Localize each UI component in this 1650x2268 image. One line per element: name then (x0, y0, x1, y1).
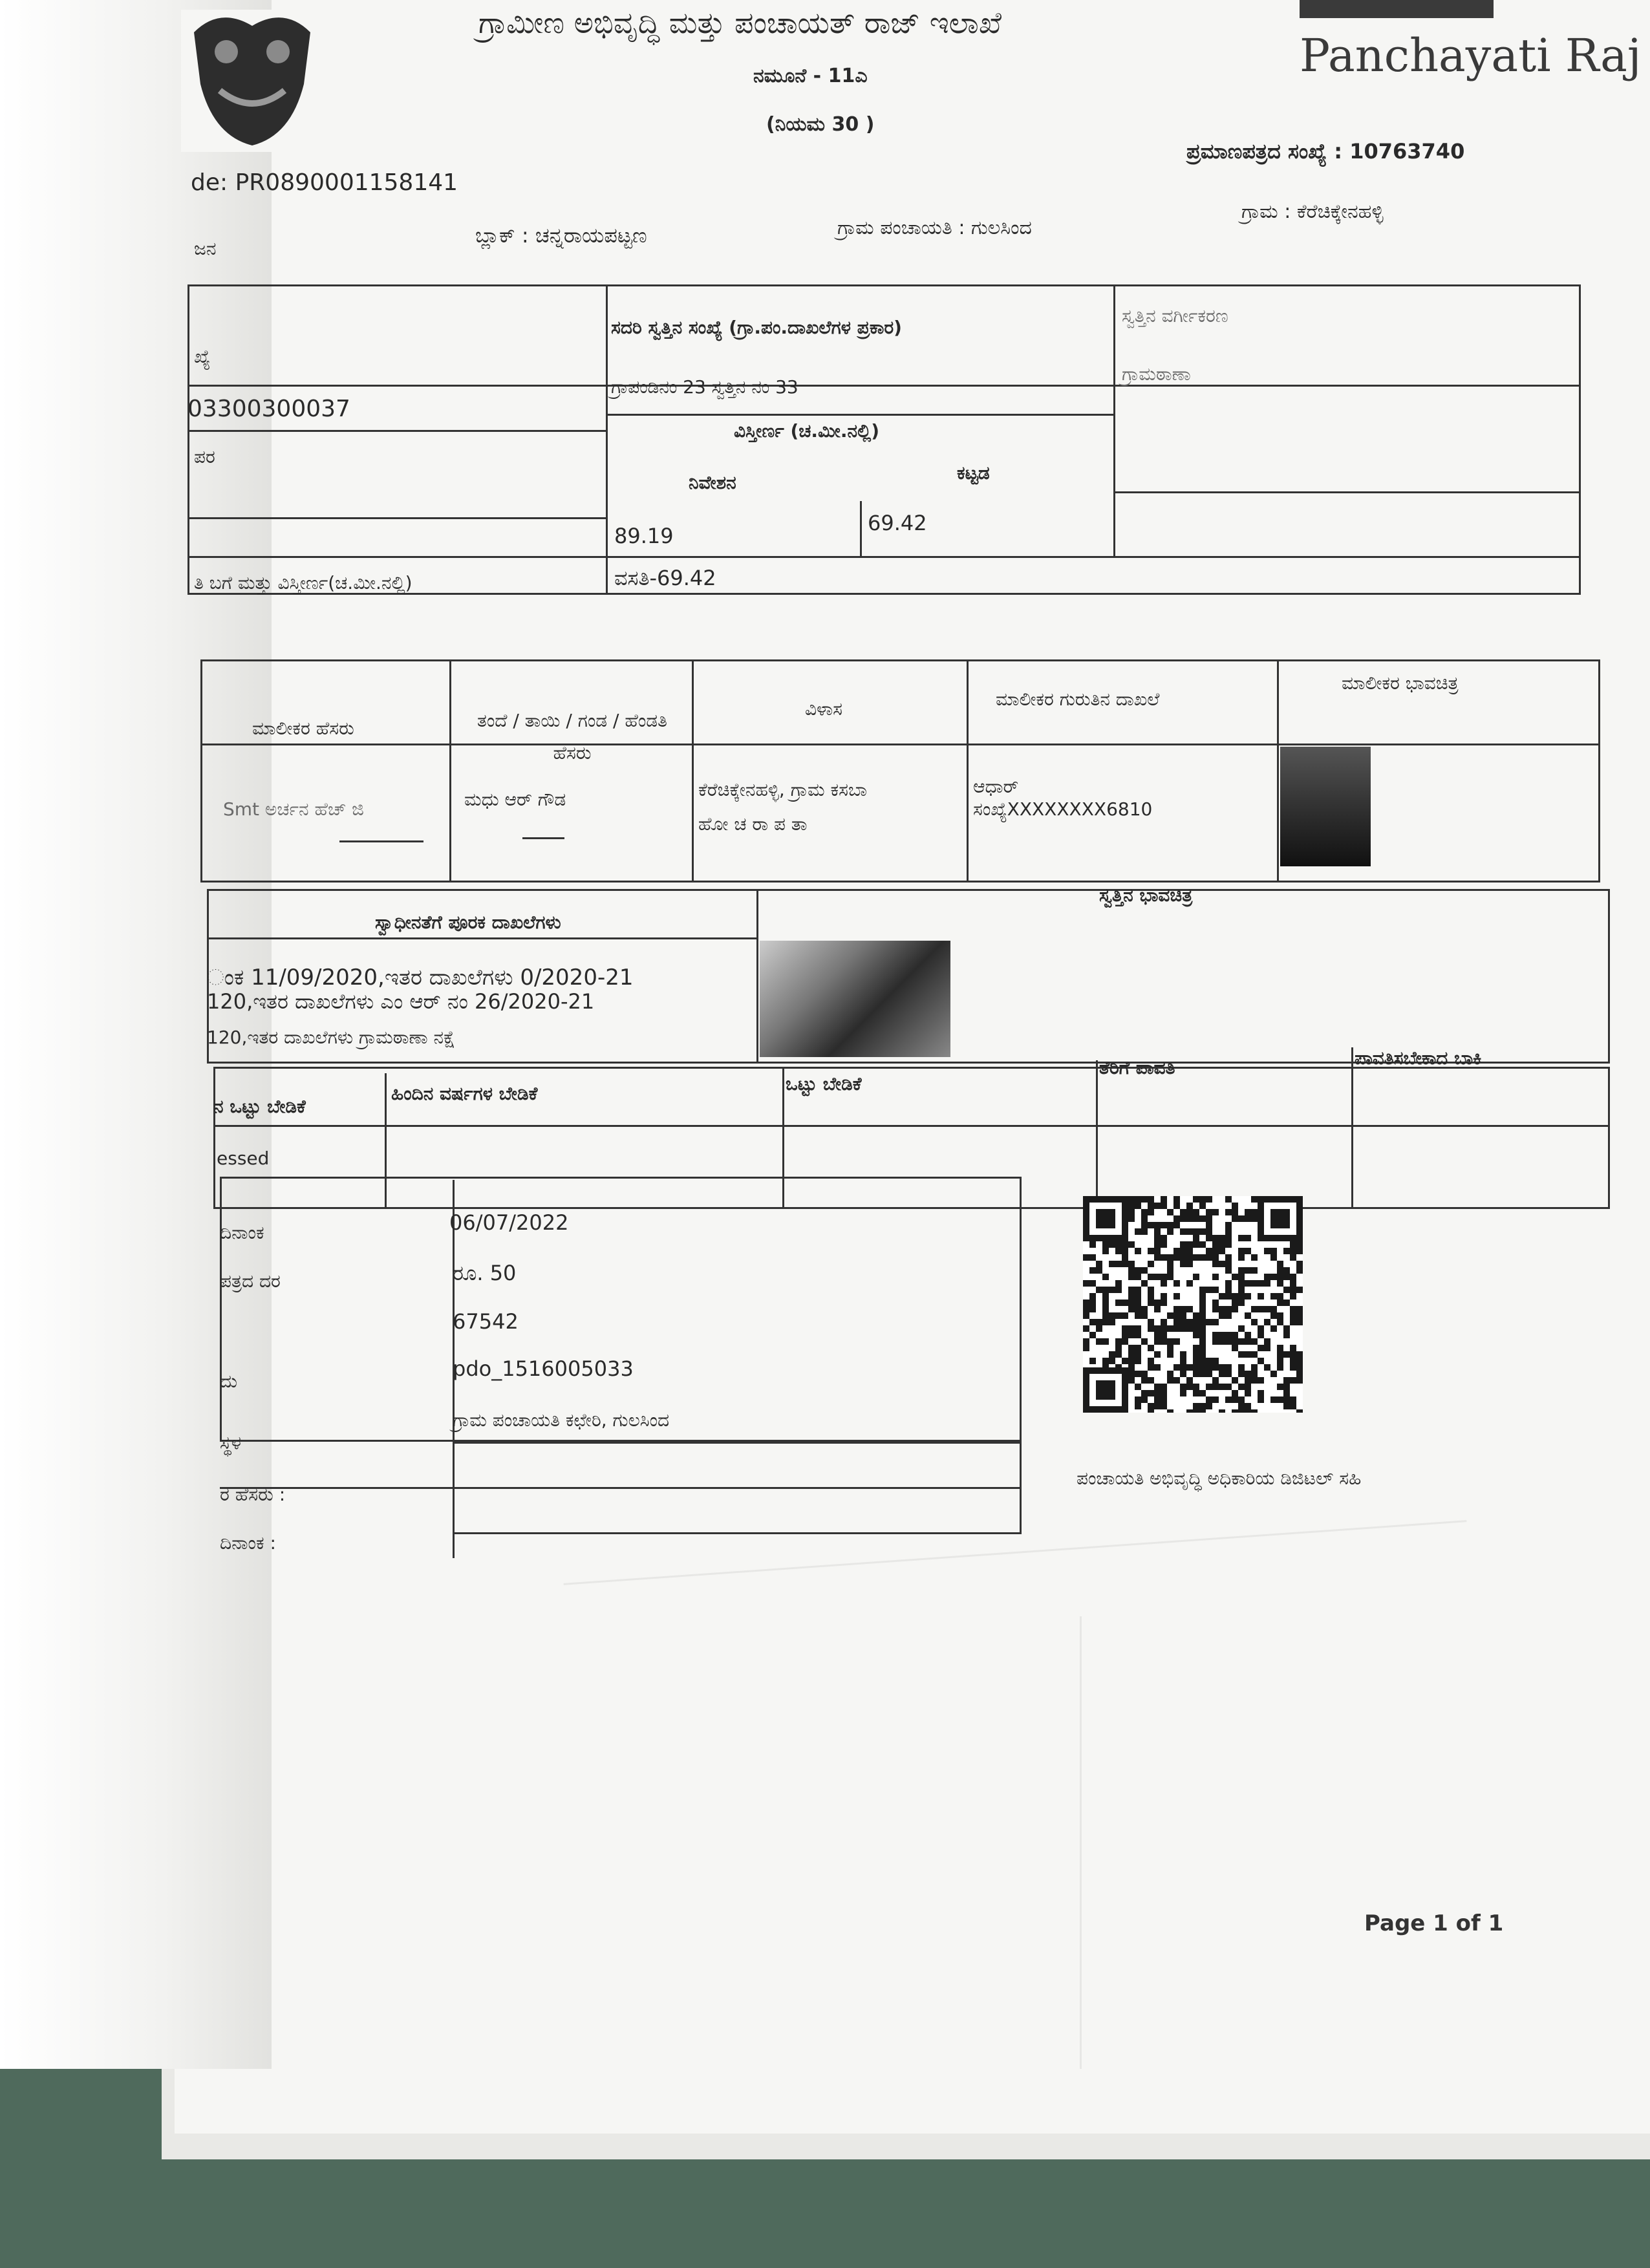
table-rule (967, 659, 969, 883)
certificate-number: ಪ್ರಮಾಣಪತ್ರದ ಸಂಖ್ಯೆ : 10763740 (1186, 139, 1465, 164)
taluk-label: ಬ್ಲಾಕ್ : ಚನ್ನರಾಯಪಟ್ಟಣ (475, 223, 647, 248)
fee-value: ರೂ. 50 (453, 1261, 517, 1285)
table-rule (453, 1442, 455, 1558)
address-header: ವಿಳಾಸ (805, 698, 843, 720)
total-demand-header: ನ ಒಟ್ಟು ಬೇಡಿಕೆ (213, 1096, 306, 1117)
table-rule (449, 659, 451, 883)
panchayati-raj-logo-icon (1300, 0, 1494, 19)
property-photo (760, 941, 950, 1057)
table-rule (1020, 1442, 1022, 1532)
state-emblem-icon (175, 6, 330, 155)
document-code: de: PR0890001158141 (191, 169, 458, 196)
owner-name: Smt ಅರ್ಚನ ಹೆಚ್ ಜಿ (223, 798, 364, 820)
document-line-1: ಂಕ 11/09/2020,ಇತರ ದಾಖಲೆಗಳು 0/2020-21 (207, 965, 634, 990)
nature-value: ವಸತಿ-69.42 (614, 566, 716, 590)
owner-name-header: ಮಾಲೀಕರ ಹೆಸರು (252, 718, 354, 739)
place-label: ಸ್ಥಳ (220, 1432, 241, 1453)
district-fragment: ಜನ (194, 238, 217, 259)
table-rule (1351, 1047, 1353, 1209)
form-number: ನಮೂನೆ - 11ಎ (753, 65, 868, 87)
table-rule (1113, 284, 1115, 556)
fee-label: ಪತ್ರದ ದರ (220, 1270, 281, 1292)
site-area-value: 89.19 (614, 524, 674, 548)
name-label: ರ ಹೆಸರು : (220, 1484, 286, 1505)
balance-header: ಪಾವತಿಸಬೇಕಾದ ಬಾಕಿ (1355, 1047, 1482, 1069)
property-id-label: ಖ್ಯೆ (194, 346, 211, 367)
nature-label: ತಿ ಬಗೆ ಮತ್ತು ವಿಸ್ತೀರ್ಣ(ಚ.ಮೀ.ನಲ್ಲಿ) (194, 572, 412, 594)
site-label: ನಿವೇಶನ (689, 472, 736, 493)
paper-crease (1080, 1616, 1082, 2069)
table-rule (220, 1487, 1022, 1489)
table-rule (860, 501, 862, 556)
owner-address-line-2: ಹೋ ಚ ರಾ ಪ ತಾ (698, 813, 808, 835)
issue-details-table (220, 1177, 1022, 1442)
document-line-2: 120,ಇತರ ದಾಖಲೆಗಳು ಎಂ ಆರ್ ನಂ 26/2020-21 (207, 989, 595, 1014)
table-rule (213, 1125, 1610, 1127)
issuing-user: pdo_1516005033 (453, 1356, 634, 1381)
issue-date-label: ದಿನಾಂಕ (220, 1222, 264, 1243)
previous-demand-header: ಹಿಂದಿನ ವರ್ಷಗಳ ಬೇಡಿಕೆ (391, 1083, 538, 1104)
department-title: ಗ್ರಾಮೀಣ ಅಭಿವೃದ್ಧಿ ಮತ್ತು ಪಂಚಾಯತ್ ರಾಜ್ ಇಲಾಖೆ (478, 5, 1002, 40)
table-rule (608, 414, 1115, 416)
village-label: ಗ್ರಾಮ : ಕೆರೆಚಿಕ್ಕೇನಹಳ್ಳಿ (1241, 200, 1384, 223)
signature-dash (339, 840, 423, 842)
issuing-place: ಗ್ರಾಮ ಪಂಚಾಯತಿ ಕಛೇರಿ, ಗುಲಸಿಂದ (453, 1409, 670, 1431)
overall-demand-header: ಒಟ್ಟು ಬೇಡಿಕೆ (786, 1073, 862, 1095)
document-line-3: 120,ಇತರ ದಾಖಲೆಗಳು ಗ್ರಾಮಠಾಣಾ ನಕ್ಷೆ (207, 1027, 456, 1048)
table-rule (200, 744, 1600, 745)
table-rule (188, 430, 608, 432)
owner-address-line-1: ಕೆರೆಚಿಕ್ಕೇನಹಳ್ಳಿ, ಗ್ರಾಮ ಕಸಬಾ (698, 779, 867, 800)
owner-id-type: ಆಧಾರ್ (973, 776, 1019, 797)
issue-date-value: 06/07/2022 (449, 1210, 569, 1235)
area-label: ವಿಸ್ತೀರ್ಣ (ಚ.ಮೀ.ನಲ್ಲಿ) (734, 420, 880, 442)
table-rule (1115, 491, 1581, 493)
signature-dash (522, 837, 564, 839)
digital-signature-label: ಪಂಚಾಯತಿ ಅಭಿವೃದ್ಧಿ ಅಧಿಕಾರಿಯ ಡಿಜಿಟಲ್ ಸಹಿ (1077, 1468, 1362, 1489)
building-area-value: 69.42 (868, 511, 927, 535)
table-rule (453, 1442, 1022, 1444)
owner-photo-header: ಮಾಲೀಕರ ಭಾವಚಿತ್ರ (1342, 672, 1459, 694)
assessed-fragment: essed (217, 1148, 270, 1169)
table-rule (1096, 1060, 1098, 1209)
signature-date-label: ದಿನಾಂಕ : (220, 1532, 276, 1554)
rule-number: (ನಿಯಮ 30 ) (766, 113, 875, 136)
table-rule (692, 659, 694, 883)
owner-photo (1280, 747, 1371, 866)
property-id-value: 03300300037 (188, 396, 350, 422)
table-rule (453, 1532, 1022, 1534)
classification-label: ಸ್ವತ್ತಿನ ವರ್ಗೀಕರಣ (1122, 305, 1228, 326)
property-type-label: ಪರ (194, 446, 215, 467)
building-label: ಕಟ್ಟಡ (957, 462, 990, 484)
brand-title: Panchayati Raj (1300, 29, 1642, 82)
table-rule (756, 889, 758, 1064)
table-rule (188, 385, 1581, 387)
supporting-documents-header: ಸ್ವಾಧೀನತೆಗೆ ಪೂರಕ ದಾಖಲೆಗಳು (375, 912, 561, 933)
table-rule (207, 937, 756, 939)
property-photo-header: ಸ್ವತ್ತಿನ ಭಾವಚಿತ್ರ (1099, 884, 1193, 906)
classification-value: ಗ್ರಾಮಠಾಣಾ (1122, 363, 1191, 385)
user-label: ದು (220, 1371, 237, 1392)
table-rule (606, 284, 608, 595)
owner-id-header: ಮಾಲೀಕರ ಗುರುತಿನ ದಾಖಲೆ (996, 689, 1160, 710)
qr-code-icon (1083, 1196, 1303, 1413)
table-rule (188, 517, 608, 519)
tax-paid-header: ತೆರಿಗೆ ಪಾವತಿ (1099, 1057, 1175, 1078)
owner-relation: ಮಧು ಆರ್ ಗೌಡ (464, 789, 566, 810)
owner-id-number: ಸಂಖ್ಯೆXXXXXXXX6810 (973, 798, 1153, 820)
receipt-number: 67542 (453, 1309, 519, 1334)
table-rule (188, 556, 1581, 558)
relation-header: ತಂದೆ / ತಾಯಿ / ಗಂಡ / ಹೆಂಡತಿ ಹೆಸರು (477, 710, 667, 764)
gram-panchayat-label: ಗ್ರಾಮ ಪಂಚಾಯತಿ : ಗುಲಸಿಂದ (837, 217, 1032, 239)
paper-crease (564, 1520, 1467, 1585)
old-number-label: ಸದರಿ ಸ್ವತ್ತಿನ ಸಂಖ್ಯೆ (ಗ್ರಾ.ಪಂ.ದಾಖಲೆಗಳ ಪ್ರಕಾರ) (611, 317, 902, 338)
table-rule (1277, 659, 1279, 883)
old-number-value: ಗ್ರಾಪಂಡಿನಂ 23 ಸ್ವತ್ತಿನ ನಂ 33 (611, 376, 798, 398)
page-number: Page 1 of 1 (1364, 1910, 1504, 1936)
